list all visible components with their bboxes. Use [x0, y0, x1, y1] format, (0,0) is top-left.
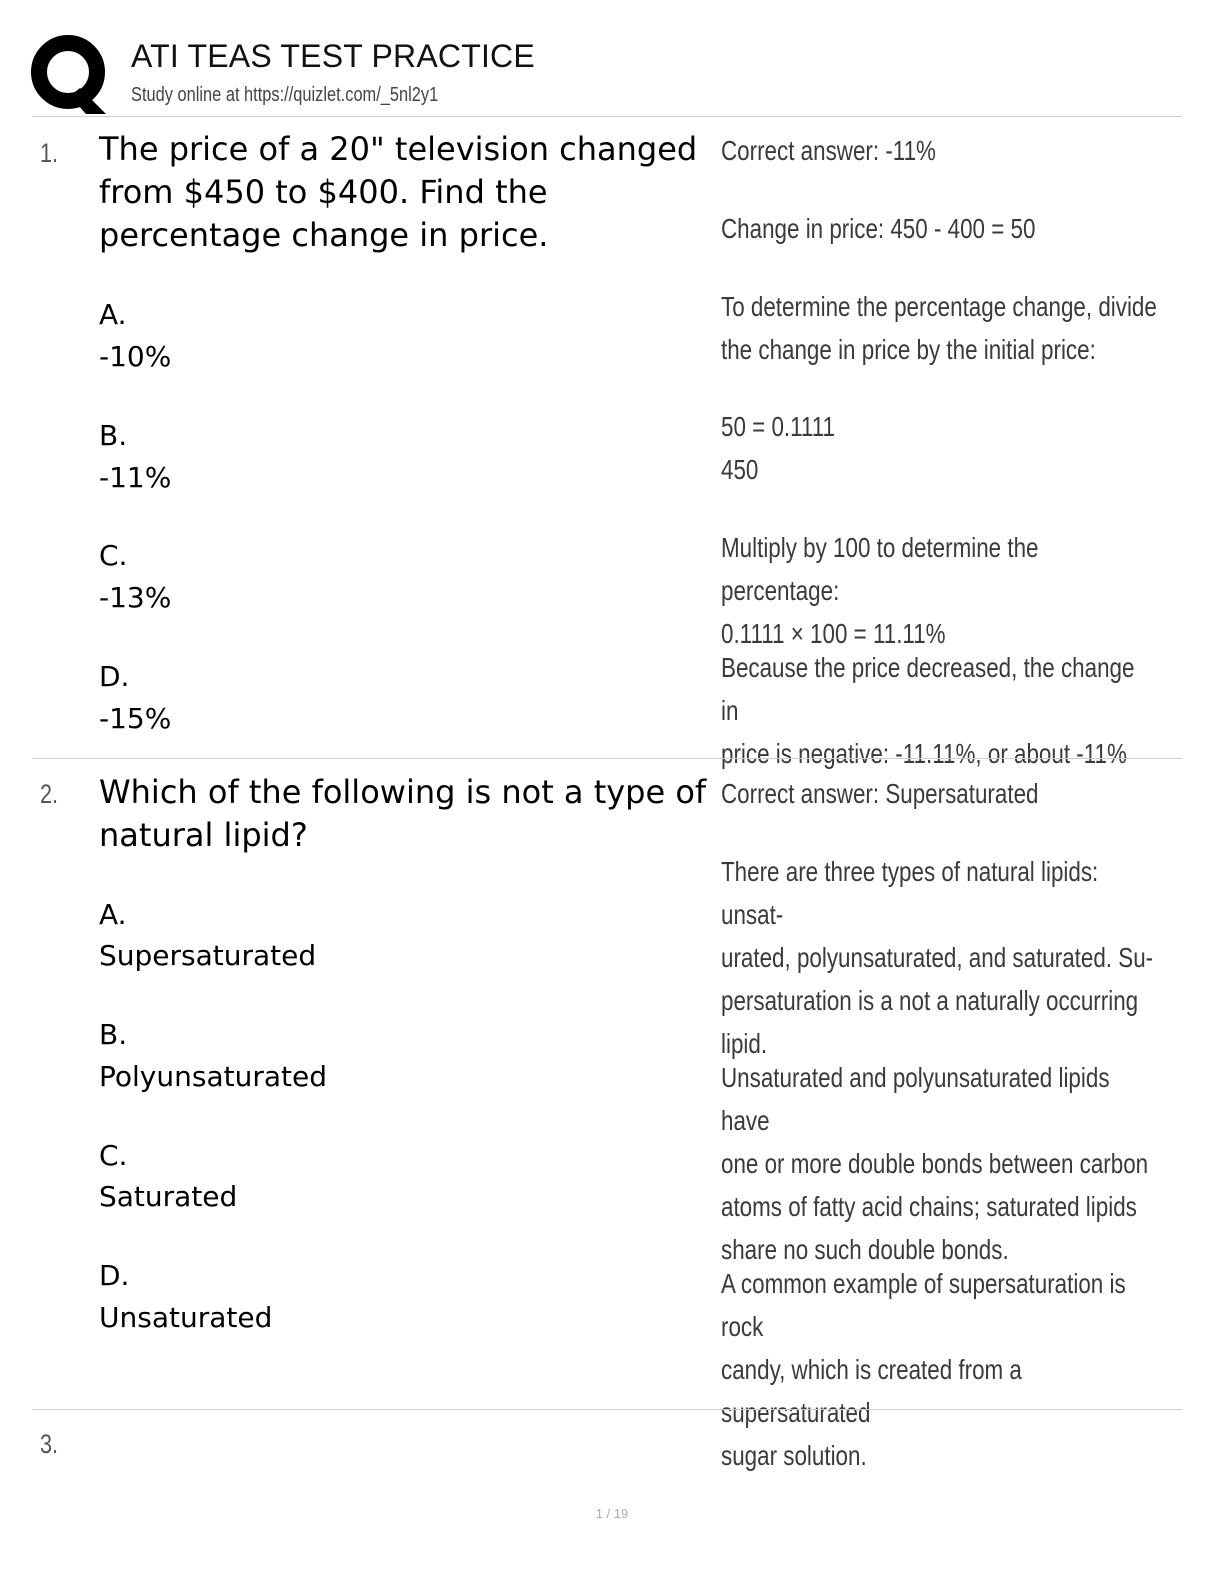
option-value: -13%: [99, 581, 172, 614]
explanation-paragraph: A common example of supersaturation is rock candy, which is created from a supersaturated sugar solution.: [721, 1268, 1126, 1471]
option-value: -15%: [99, 702, 172, 735]
page-number: 1 / 19: [595, 1506, 629, 1521]
option-letter: D.: [99, 660, 130, 693]
explanation-paragraph: Unsaturated and polyunsaturated lipids have one or more double bonds between carbon atoms of fatty acid chains; saturated lipids share no such double bonds.: [721, 1062, 1149, 1265]
study-online-link[interactable]: Study online at https://quizlet.com/_5nl2y1: [131, 84, 439, 106]
option-letter: D.: [99, 1259, 130, 1292]
question-number: 2.: [40, 779, 59, 809]
explanation-paragraph: Because the price decreased, the change in price is negative: -11.11%, or about -11%: [721, 652, 1135, 769]
option-letter: B.: [99, 419, 128, 452]
explanation-paragraph: 50 = 0.1111 450: [721, 411, 835, 485]
explanation-paragraph: To determine the percentage change, divide the change in price by the initial price:: [721, 291, 1157, 365]
explanation-paragraph: There are three types of natural lipids: unsat- urated, polyunsaturated, and saturated. Su- persaturation is a not a naturally occurring lipid.: [721, 856, 1154, 1059]
divider: [32, 116, 1182, 117]
explanation-paragraph: Multiply by 100 to determine the percentage: 0.1111 × 100 = 11.11%: [721, 532, 1039, 649]
correct-answer: Correct answer: -11%: [721, 135, 936, 166]
option-letter: B.: [99, 1018, 128, 1051]
option-value: -11%: [99, 461, 172, 494]
document-title: ATI TEAS TEST PRACTICE: [131, 38, 535, 74]
option-letter: C.: [99, 539, 128, 572]
option-value: Saturated: [99, 1180, 238, 1213]
divider: [32, 758, 1182, 759]
question-number: 1.: [40, 138, 59, 168]
option-letter: C.: [99, 1139, 128, 1172]
quizlet-logo-icon: [30, 34, 114, 118]
divider: [32, 1409, 1182, 1410]
explanation-paragraph: Change in price: 450 - 400 = 50: [721, 213, 1036, 244]
option-value: Unsaturated: [99, 1301, 273, 1334]
option-letter: A.: [99, 898, 127, 931]
question-text: Which of the following is not a type of natural lipid?: [99, 773, 707, 854]
correct-answer: Correct answer: Supersaturated: [721, 778, 1039, 809]
option-value: Polyunsaturated: [99, 1060, 327, 1093]
question-number: 3.: [40, 1429, 59, 1459]
option-value: -10%: [99, 340, 172, 373]
question-text: The price of a 20" television changed from $450 to $400. Find the percentage change in price.: [99, 130, 698, 254]
option-letter: A.: [99, 298, 127, 331]
option-value: Supersaturated: [99, 939, 317, 972]
